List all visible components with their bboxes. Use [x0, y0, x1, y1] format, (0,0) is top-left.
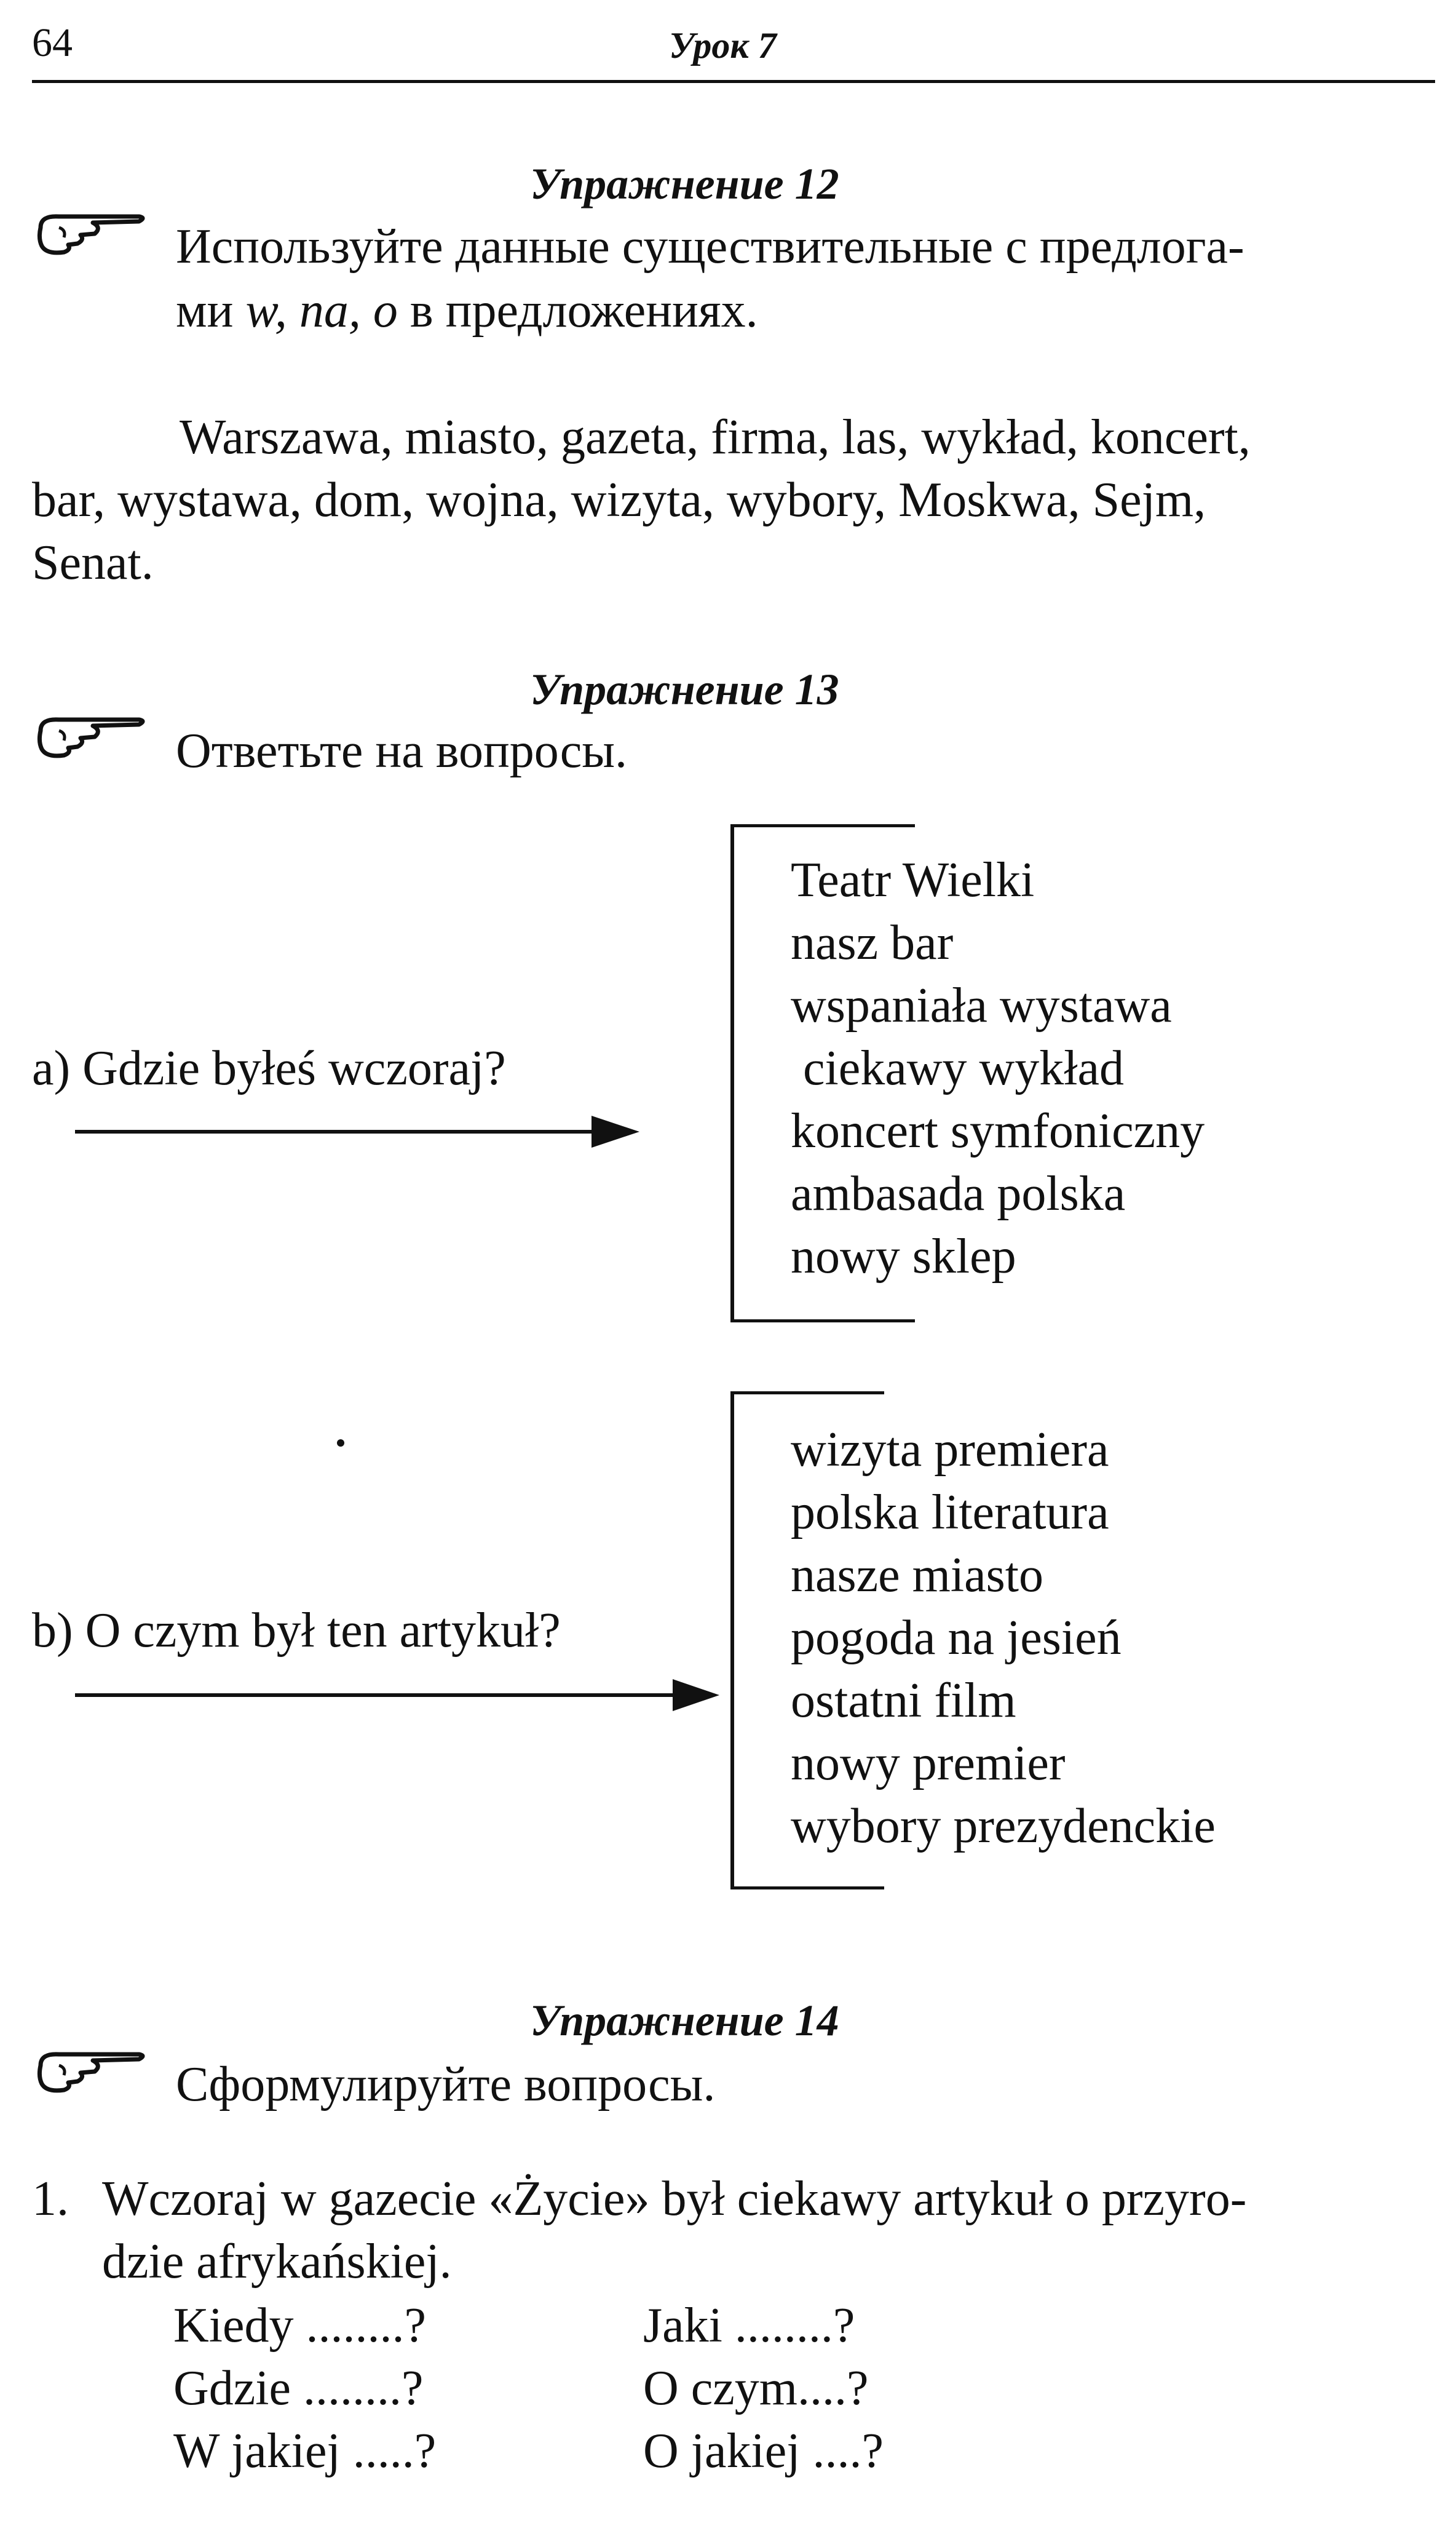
running-title: Урок 7	[669, 25, 777, 66]
list-item: pogoda na jesień	[791, 1611, 1122, 1665]
exercise-13-title: Упражнение 13	[530, 665, 839, 714]
answer-list-b	[791, 1418, 1216, 1857]
list-item: koncert symfoniczny	[791, 1104, 1205, 1158]
word-list-line: bar, wystawa, dom, wojna, wizyta, wybory, Moskwa, Sejm,	[32, 473, 1206, 527]
pointing-hand-icon	[34, 203, 151, 264]
pointing-hand-icon	[34, 706, 151, 768]
question-a: a) Gdzie byłeś wczoraj?	[32, 1041, 506, 1095]
item-number: 1.	[32, 2172, 69, 2226]
arrow-b-icon	[75, 1671, 721, 1723]
word-list-line: Warszawa, miasto, gazeta, firma, las, wykład, koncert,	[180, 410, 1251, 464]
list-item: nasze miasto	[791, 1548, 1043, 1602]
question-b: b) O czym był ten artykuł?	[32, 1603, 561, 1658]
question-prompt: O czym....?	[643, 2361, 869, 2415]
answer-list-a	[791, 849, 1205, 1288]
pointing-hand-icon	[34, 2041, 151, 2102]
prepositions: w, na, o	[245, 284, 398, 338]
list-item: ambasada polska	[791, 1167, 1126, 1221]
list-item: wizyta premiera	[791, 1423, 1109, 1477]
arrow-a-icon	[75, 1107, 641, 1159]
questions-left	[173, 2294, 436, 2482]
header-rule	[32, 80, 1435, 83]
exercise-12-title: Упражнение 12	[530, 159, 839, 209]
exercise-12-instruction-line2: ми w, na, o в предложениях.	[176, 284, 758, 338]
list-item: Teatr Wielki	[791, 853, 1035, 907]
list-item: nasz bar	[791, 916, 954, 970]
question-prompt: Kiedy ........?	[173, 2299, 427, 2353]
stray-dot	[337, 1439, 344, 1447]
question-prompt: Jaki ........?	[643, 2299, 855, 2353]
word-list-line: Senat.	[32, 536, 154, 590]
exercise-12-instruction-line1: Используйте данные существительные с предлога-	[176, 220, 1244, 274]
exercise-14-title: Упражнение 14	[530, 1996, 839, 2045]
list-item: nowy sklep	[791, 1230, 1016, 1284]
list-item: ciekawy wykład	[791, 1041, 1125, 1095]
question-prompt: O jakiej ....?	[643, 2424, 884, 2478]
list-item: polska literatura	[791, 1485, 1109, 1540]
question-prompt: Gdzie ........?	[173, 2361, 424, 2415]
exercise-12-word-list	[32, 406, 1435, 594]
item-1-line2: dzie afrykańskiej.	[102, 2235, 452, 2289]
list-item: ostatni film	[791, 1674, 1016, 1728]
page-number: 64	[32, 20, 73, 65]
questions-right	[643, 2294, 884, 2482]
list-item: nowy premier	[791, 1736, 1066, 1790]
list-item: wybory prezydenckie	[791, 1799, 1216, 1853]
item-1-line1: Wczoraj w gazecie «Życie» był ciekawy artykuł o przyro-	[102, 2172, 1247, 2226]
exercise-13-instruction: Ответьте на вопросы.	[176, 724, 628, 778]
list-item: wspaniała wystawa	[791, 979, 1172, 1033]
question-prompt: W jakiej .....?	[173, 2424, 437, 2478]
exercise-14-instruction: Сформулируйте вопросы.	[176, 2057, 716, 2112]
